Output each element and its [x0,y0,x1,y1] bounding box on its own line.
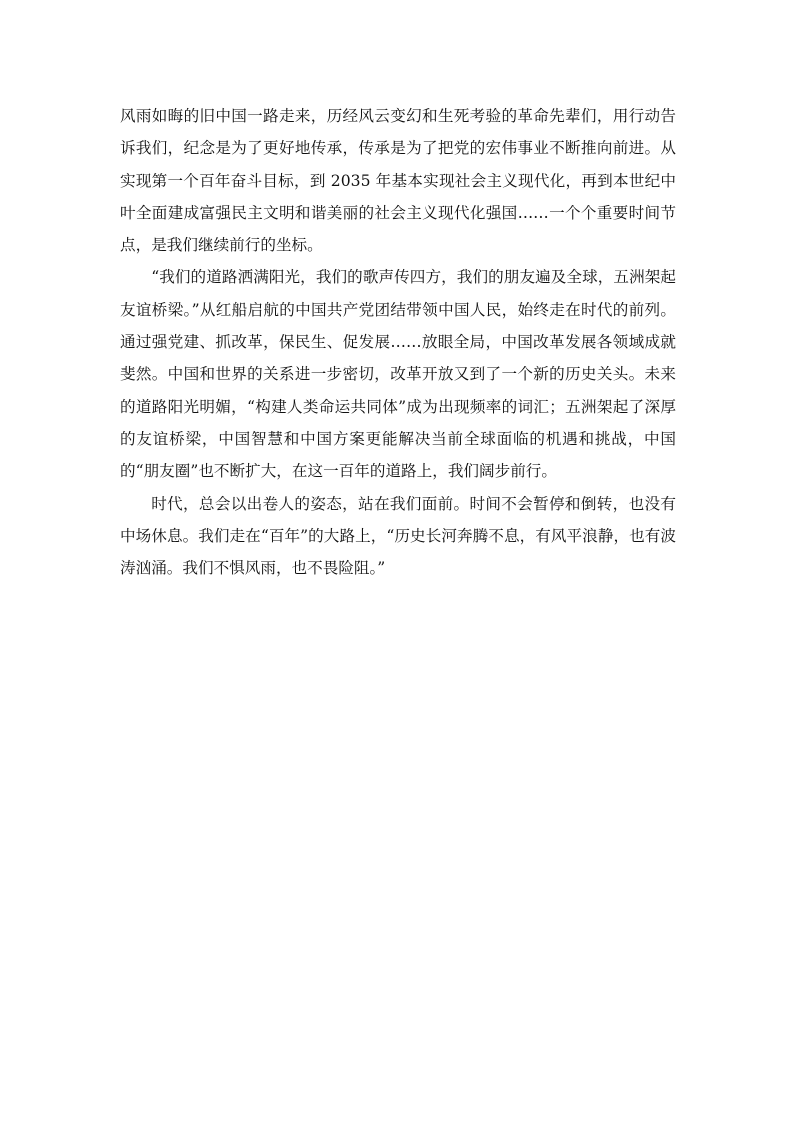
paragraph-3: 时代，总会以出卷人的姿态，站在我们面前。时间不会暂停和倒转，也没有中场休息。我们走在“百年”的大路上，“历史长河奔腾不息，有风平浪静，也有波涛汹涌。我们不惧风雨，也不畏险阻。” [120,494,676,578]
paragraph-2: “我们的道路洒满阳光，我们的歌声传四方，我们的朋友遍及全球，五洲架起友谊桥梁。”从红船启航的中国共产党团结带领中国人民，始终走在时代的前列。通过强党建、抓改革，保民生、促发展……放眼全局，中国改革发展各领域成就斐然。中国和世界的关系进一步密切，改革开放又到了一个新的历史关头。未来的道路阳光明媚，“构建人类命运共同体”成为出现频率的词汇；五洲架起了深厚的友谊桥梁，中国智慧和中国方案更能解决当前全球面临的机遇和挑战，中国的“朋友圈”也不断扩大，在这一百年的道路上，我们阔步前行。 [120,268,676,481]
paragraph-1: 风雨如晦的旧中国一路走来，历经风云变幻和生死考验的革命先辈们，用行动告诉我们，纪念是为了更好地传承，传承是为了把党的宏伟事业不断推向前进。从实现第一个百年奋斗目标，到 2035 年基本实现社会主义现代化，再到本世纪中叶全面建成富强民主文明和谐美丽的社会主义现代化强国……一个个重要时间节点，是我们继续前行的坐标。 [120,107,676,255]
document-body [120,100,676,584]
